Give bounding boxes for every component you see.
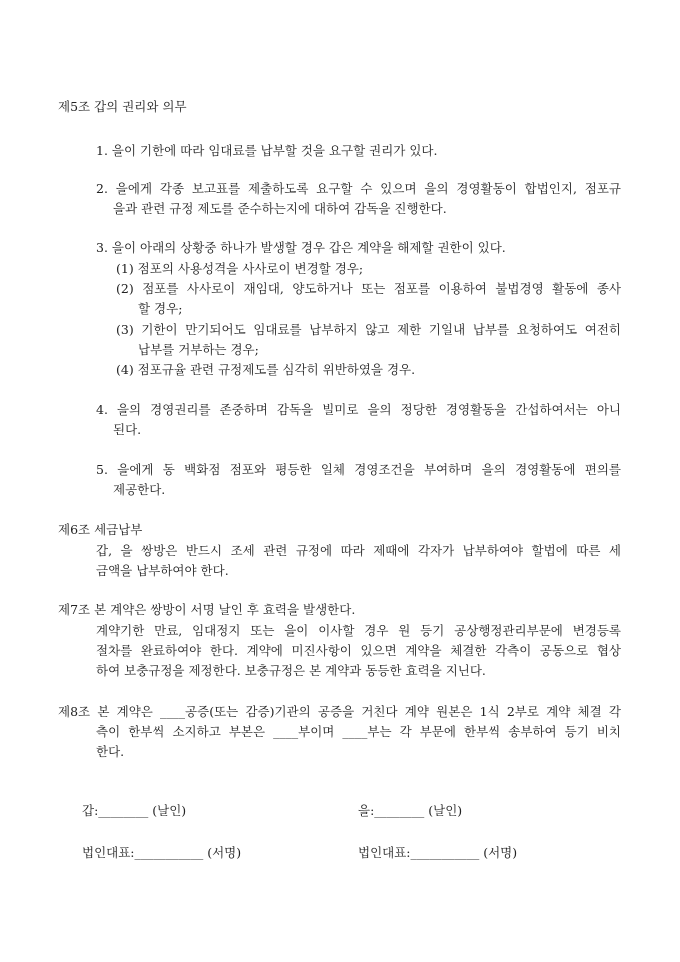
article5-item4-line2: 된다. [113, 422, 142, 437]
article5-item3-intro: 3. 을이 아래의 상황중 하나가 발생할 경우 갑은 계약을 해제할 권한이 있다. [96, 240, 506, 255]
signature-party-b: 을:________ (날인) [358, 803, 463, 818]
article5-item3-sub3-line2: 납부를 거부하는 경우; [138, 342, 259, 357]
article6-heading: 제6조 세금납부 [58, 522, 143, 537]
article7-line1: 계약기한 만료, 임대정지 또는 을이 이사할 경우 원 등기 공상행정관리부문에 변경등록 [96, 623, 621, 638]
article5-item5-line2: 제공한다. [113, 482, 166, 497]
article5-item2-line2: 을과 관련 규정 제도를 준수하는지에 대하여 감독을 진행한다. [113, 201, 447, 216]
article6-line1: 갑, 을 쌍방은 반드시 조세 관련 규정에 따라 제때에 각자가 납부하여야 할법에 따른 세 [96, 543, 621, 558]
article7-line3: 하여 보충규정을 제정한다. 보충규정은 본 계약과 동등한 효력을 지닌다. [96, 663, 486, 678]
article5-item3-sub3-line1: (3) 기한이 만기되어도 임대료를 납부하지 않고 제한 기일내 납부를 요청하여도 여전히 [116, 322, 621, 337]
article8-line1: 제8조 본 계약은 ____공증(또는 감증)기관의 공증을 거친다 계약 원본은 1식 2부로 계약 체결 각 [58, 704, 621, 719]
article5-item4-line1: 4. 을의 경영권리를 존중하며 감독을 빌미로 을의 정당한 경영활동을 간섭하여서는 아니 [96, 402, 621, 417]
signature-representative-a: 법인대표:___________ (서명) [82, 845, 242, 860]
article5-item5-line1: 5. 을에게 동 백화점 점포와 평등한 일체 경영조건을 부여하며 을의 경영활동에 편의를 [96, 462, 621, 477]
signature-party-a: 갑:________ (날인) [82, 803, 187, 818]
article8-line3: 한다. [96, 744, 125, 759]
article5-item3-sub2-line1: (2) 점포를 사사로이 재임대, 양도하거나 또는 점포를 이용하여 불법경영 활동에 종사 [116, 281, 621, 296]
article6-line2: 금액을 납부하여야 한다. [96, 563, 229, 578]
article5-item1: 1. 을이 기한에 따라 임대료를 납부할 것을 요구할 권리가 있다. [96, 143, 438, 158]
article5-item3-sub1: (1) 점포의 사용성격을 사사로이 변경할 경우; [116, 261, 364, 276]
article8-line2: 측이 한부씩 소지하고 부본은 ____부이며 ____부는 각 부문에 한부씩 송부하여 등기 비치 [96, 724, 621, 739]
article5-item3-sub2-line2: 할 경우; [138, 301, 183, 316]
article7-line2: 절차를 완료하여야 한다. 계약에 미진사항이 있으면 계약을 체결한 각측이 공동으로 협상 [96, 643, 621, 658]
article5-item3-sub4: (4) 점포규율 관련 규정제도를 심각히 위반하였을 경우. [116, 362, 416, 377]
article5-item2-line1: 2. 을에게 각종 보고표를 제출하도록 요구할 수 있으며 을의 경영활동이 합법인지, 점포규 [96, 181, 621, 196]
signature-representative-b: 법인대표:___________ (서명) [358, 845, 518, 860]
article7-heading: 제7조 본 계약은 쌍방이 서명 날인 후 효력을 발생한다. [58, 602, 356, 617]
article5-heading: 제5조 갑의 권리와 의무 [58, 99, 187, 114]
